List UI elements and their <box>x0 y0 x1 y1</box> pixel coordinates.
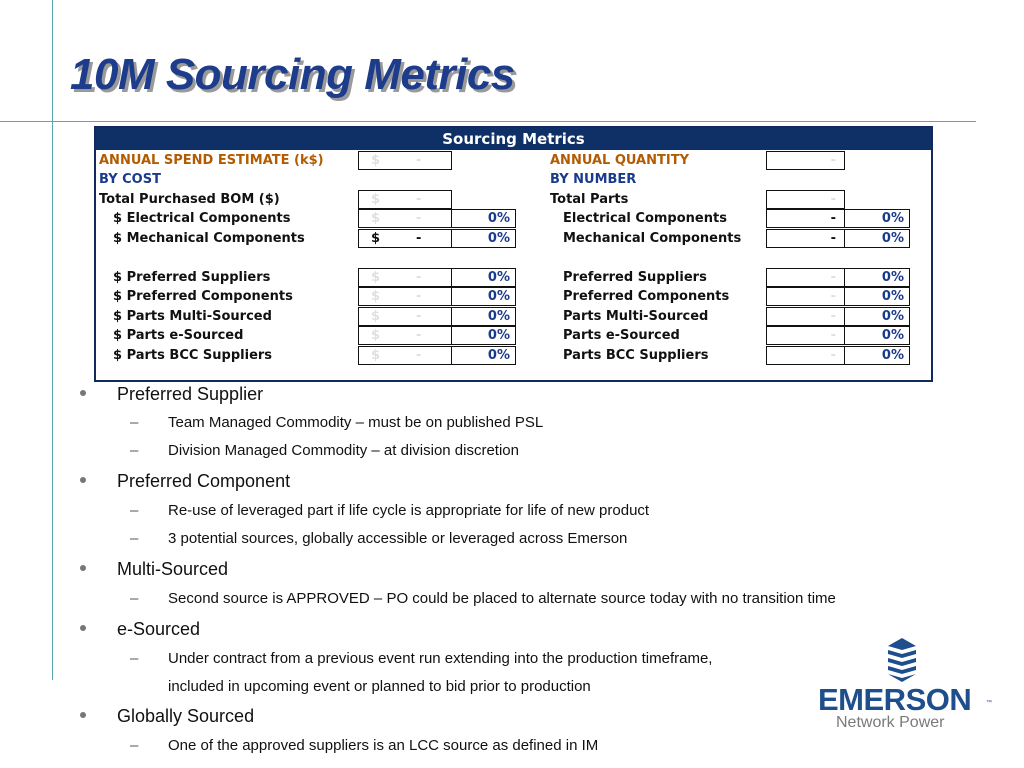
left-row-label: $ Mechanical Components <box>113 231 305 246</box>
left-row-value-box <box>358 209 452 228</box>
left-row-label: $ Parts Multi-Sourced <box>113 309 272 324</box>
value: - <box>416 192 422 207</box>
dash-icon: – <box>130 650 139 667</box>
bullet-text: e-Sourced <box>117 619 201 639</box>
sub-bullet-text: One of the approved suppliers is an LCC source as defined in IM <box>168 737 599 754</box>
right-row-value: - <box>766 326 845 345</box>
bullet-dot-icon <box>80 565 86 571</box>
bullet-text: Preferred Component <box>117 471 291 491</box>
right-row-value: - <box>766 190 845 209</box>
value: - <box>416 289 422 304</box>
currency-symbol: $ <box>371 211 381 226</box>
left-row-label: $ Preferred Components <box>113 289 293 304</box>
value: - <box>416 348 422 363</box>
table-header: Sourcing Metrics <box>96 128 931 150</box>
left-row-pct: 0% <box>451 209 516 228</box>
right-row-pct: 0% <box>844 287 910 306</box>
right-row-pct: 0% <box>844 229 910 248</box>
right-row-pct: 0% <box>844 209 910 228</box>
right-row-label: Preferred Suppliers <box>563 270 707 285</box>
dash-icon: – <box>130 442 139 459</box>
horizontal-rule <box>0 121 976 122</box>
currency-symbol: $ <box>371 192 381 207</box>
left-row-value-box <box>358 326 452 345</box>
currency-symbol: $ <box>371 309 381 324</box>
sub-bullet-text: Second source is APPROVED – PO could be placed to alternate source today with no transition time <box>168 590 836 607</box>
annual-spend-box <box>358 151 452 170</box>
bullet-dot-icon <box>80 625 86 631</box>
right-row-value: - <box>766 287 845 306</box>
value: - <box>416 309 422 324</box>
currency-symbol: $ <box>371 328 381 343</box>
currency-symbol: $ <box>371 348 381 363</box>
sub-bullet-text: Team Managed Commodity – must be on published PSL <box>168 414 544 431</box>
currency-symbol: $ <box>371 153 381 168</box>
vertical-rule <box>52 0 53 680</box>
dash-icon: – <box>130 737 139 754</box>
left-row-value-box <box>358 229 452 248</box>
left-row-pct: 0% <box>451 268 516 287</box>
sub-bullet-text: Re-use of leveraged part if life cycle is appropriate for life of new product <box>168 502 650 519</box>
sourcing-metrics-table <box>94 126 933 382</box>
left-row-value-box <box>358 307 452 326</box>
value: - <box>416 270 422 285</box>
dash-icon: – <box>130 502 139 519</box>
left-row-value-box <box>358 287 452 306</box>
annual-quantity-value: - <box>766 151 845 170</box>
trademark: ™ <box>986 700 992 706</box>
dash-icon: – <box>130 530 139 547</box>
left-row-label: $ Parts BCC Suppliers <box>113 348 273 363</box>
annual-quantity-label: ANNUAL QUANTITY <box>550 153 689 168</box>
currency-symbol: $ <box>371 289 381 304</box>
logo-wordmark: EMERSON <box>818 682 972 717</box>
bullet-text: Preferred Supplier <box>117 384 264 404</box>
right-row-pct: 0% <box>844 326 910 345</box>
emerson-chevron-icon <box>882 636 922 682</box>
right-row-label: Parts BCC Suppliers <box>563 348 709 363</box>
left-row-label: Total Purchased BOM ($) <box>99 192 280 207</box>
right-row-value: - <box>766 346 845 365</box>
logo-subtitle: Network Power <box>836 714 945 731</box>
left-row-pct: 0% <box>451 287 516 306</box>
right-row-pct: 0% <box>844 268 910 287</box>
annual-spend-value: - <box>416 153 422 168</box>
left-row-value-box <box>358 268 452 287</box>
right-row-label: Total Parts <box>550 192 629 207</box>
left-row-value-box <box>358 346 452 365</box>
value: - <box>416 211 422 226</box>
right-row-label: Parts e-Sourced <box>563 328 680 343</box>
left-row-pct: 0% <box>451 229 516 248</box>
by-number-label: BY NUMBER <box>550 172 637 187</box>
right-row-label: Mechanical Components <box>563 231 742 246</box>
currency-symbol: $ <box>371 270 381 285</box>
right-row-pct: 0% <box>844 307 910 326</box>
bullet-text: Multi-Sourced <box>117 559 229 579</box>
right-row-label: Parts Multi-Sourced <box>563 309 709 324</box>
right-row-value: - <box>766 229 845 248</box>
emerson-logo <box>818 636 994 736</box>
bullet-dot-icon <box>80 477 86 483</box>
annual-spend-label: ANNUAL SPEND ESTIMATE (k$) <box>99 153 324 168</box>
bullet-text: Globally Sourced <box>117 706 255 726</box>
sub-bullet-text: Under contract from a previous event run extending into the production timeframe, <box>168 650 713 667</box>
right-row-pct: 0% <box>844 346 910 365</box>
bullet-dot-icon <box>80 390 86 396</box>
dash-icon: – <box>130 590 139 607</box>
by-cost-label: BY COST <box>99 172 161 187</box>
sub-bullet-text: included in upcoming event or planned to bid prior to production <box>168 678 591 695</box>
slide-title: 10M Sourcing Metrics <box>70 50 515 99</box>
right-row-value: - <box>766 307 845 326</box>
bullet-dot-icon <box>80 712 86 718</box>
right-row-value: - <box>766 268 845 287</box>
left-row-pct: 0% <box>451 326 516 345</box>
left-row-pct: 0% <box>451 346 516 365</box>
dash-icon: – <box>130 414 139 431</box>
right-row-label: Preferred Components <box>563 289 730 304</box>
left-row-label: $ Parts e-Sourced <box>113 328 244 343</box>
right-row-value: - <box>766 209 845 228</box>
value: - <box>416 231 422 246</box>
left-row-label: $ Electrical Components <box>113 211 291 226</box>
left-row-pct: 0% <box>451 307 516 326</box>
left-row-label: $ Preferred Suppliers <box>113 270 271 285</box>
currency-symbol: $ <box>371 231 381 246</box>
value: - <box>416 328 422 343</box>
left-row-value-box <box>358 190 452 209</box>
sub-bullet-text: Division Managed Commodity – at division discretion <box>168 442 519 459</box>
right-row-label: Electrical Components <box>563 211 727 226</box>
sub-bullet-text: 3 potential sources, globally accessible or leveraged across Emerson <box>168 530 628 547</box>
